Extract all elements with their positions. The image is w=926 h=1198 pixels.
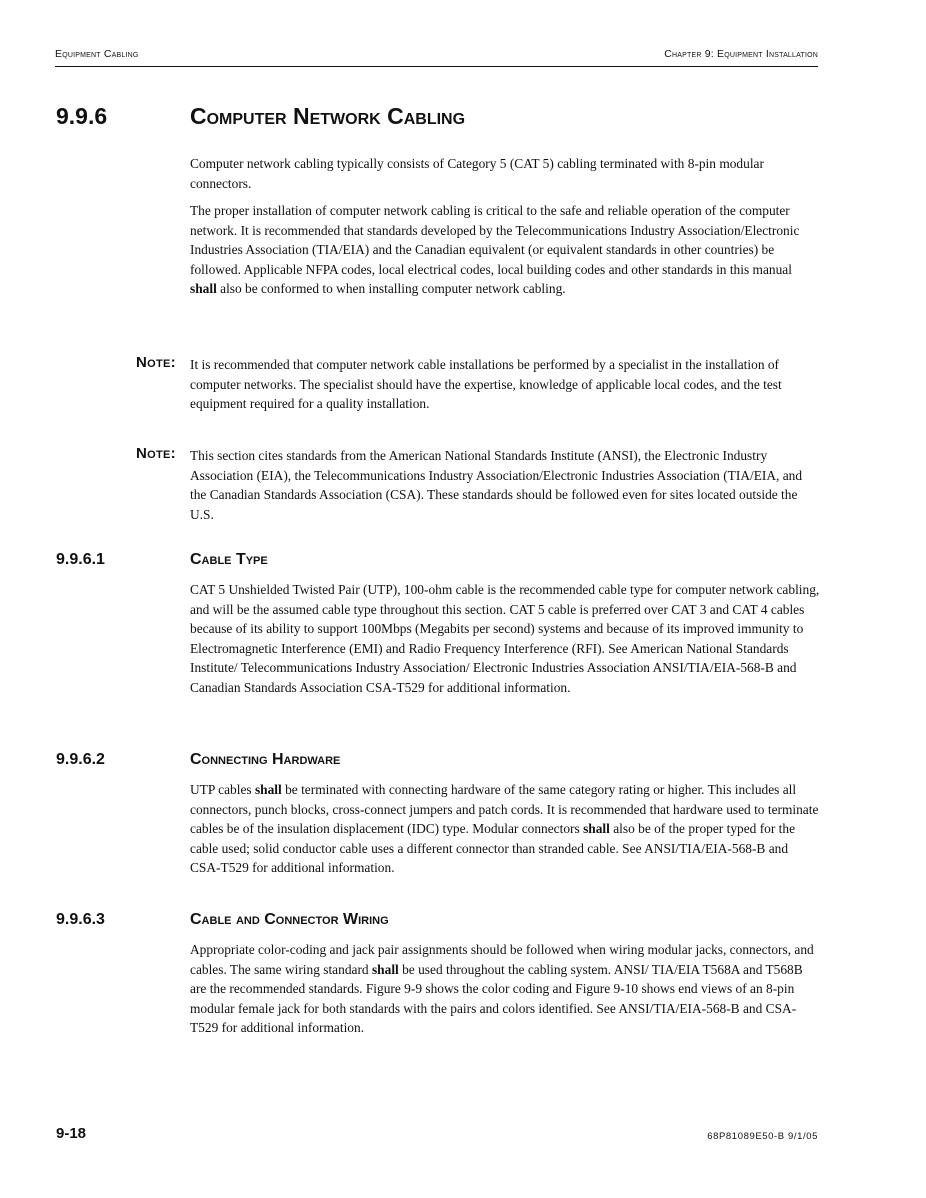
- note-label: Note:: [136, 354, 176, 371]
- section-standards-paragraph: The proper installation of computer network cabling is critical to the safe and reliable operation of the computer network. It is recommended that standards developed by the Telecommunications Industry Association/Electronic Industries Association (TIA/EIA) and the Canadian equivalent (or equivalent standards in other countries) be followed. Applicable NFPA codes, local electrical codes, local building codes and other standards in this manual shall also be conformed to when installing computer network cabling.: [190, 203, 800, 297]
- subsection-title: Cable and Connector Wiring: [190, 911, 389, 928]
- subsection-title: Cable Type: [190, 551, 268, 568]
- document-id: 68P81089E50-B 9/1/05: [707, 1131, 818, 1142]
- subsection-title: Connecting Hardware: [190, 751, 341, 768]
- note-label: Note:: [136, 445, 176, 462]
- subsection-number: 9.9.6.2: [56, 751, 105, 768]
- connecting-hardware-paragraph: UTP cables shall be terminated with connecting hardware of the same category rating or higher. This includes all connectors, punch blocks, cross-connect jumpers and patch cords. It is recommended that hardware used to terminate cables be of the insulation displacement (IDC) type. Modular connectors shall also be of the proper typed for the cable used; solid conductor cable uses a different connector than stranded cable. See ANSI/TIA/EIA-568-B and CSA-T529 for additional information.: [190, 782, 819, 876]
- section-intro-paragraph: Computer network cabling typically consists of Category 5 (CAT 5) cabling terminated with 8-pin modular connectors.: [190, 156, 764, 191]
- subsection-number: 9.9.6.1: [56, 551, 105, 568]
- subsection-number: 9.9.6.3: [56, 911, 105, 928]
- header-chapter-title: Chapter 9: Equipment Installation: [664, 48, 818, 60]
- page-number: 9-18: [56, 1125, 87, 1142]
- wiring-paragraph: Appropriate color-coding and jack pair assignments should be followed when wiring modular jacks, connectors, and cables. The same wiring standard shall be used throughout the cabling system. ANSI/ TIA/EIA T568A and T568B are the recommended standards. Figure 9-9 shows the color coding and Figure 9-10 shows end views of an 8-pin modular female jack for both standards with the pairs and colors identified. See ANSI/TIA/EIA-568-B and CSA-T529 for additional information.: [190, 942, 814, 1036]
- cable-type-paragraph: CAT 5 Unshielded Twisted Pair (UTP), 100-ohm cable is the recommended cable type for computer network cabling, and will be the assumed cable type throughout this section. CAT 5 cable is preferred over CAT 3 and CAT 4 cables because of its ability to support 100Mbps (Megabits per second) systems and because of its improved immunity to Electromagnetic Interference (EMI) and Radio Frequency Interference (RFI). See American National Standards Institute/ Telecommunications Industry Association/ Electronic Industries Association ANSI/TIA/EIA-568-B and Canadian Standards Association CSA-T529 for additional information.: [190, 582, 820, 695]
- note-text: It is recommended that computer network cable installations be performed by a specialist in the installation of computer networks. The specialist should have the expertise, knowledge of applicable local codes, and the test equipment required for a quality installation.: [190, 357, 782, 412]
- section-title: Computer Network Cabling: [190, 103, 466, 129]
- header-divider: [55, 66, 818, 67]
- note-text: This section cites standards from the American National Standards Institute (ANSI), the Electronic Industry Association (EIA), the Telecommunications Industry Association/Electronic Industries Association (TIA/EIA, and the Canadian Standards Association (CSA). These standards should be followed even for sites located outside the U.S.: [190, 448, 803, 522]
- header-left-title: Equipment Cabling: [55, 48, 139, 60]
- section-number: 9.9.6: [56, 103, 108, 129]
- page-header: [55, 48, 818, 66]
